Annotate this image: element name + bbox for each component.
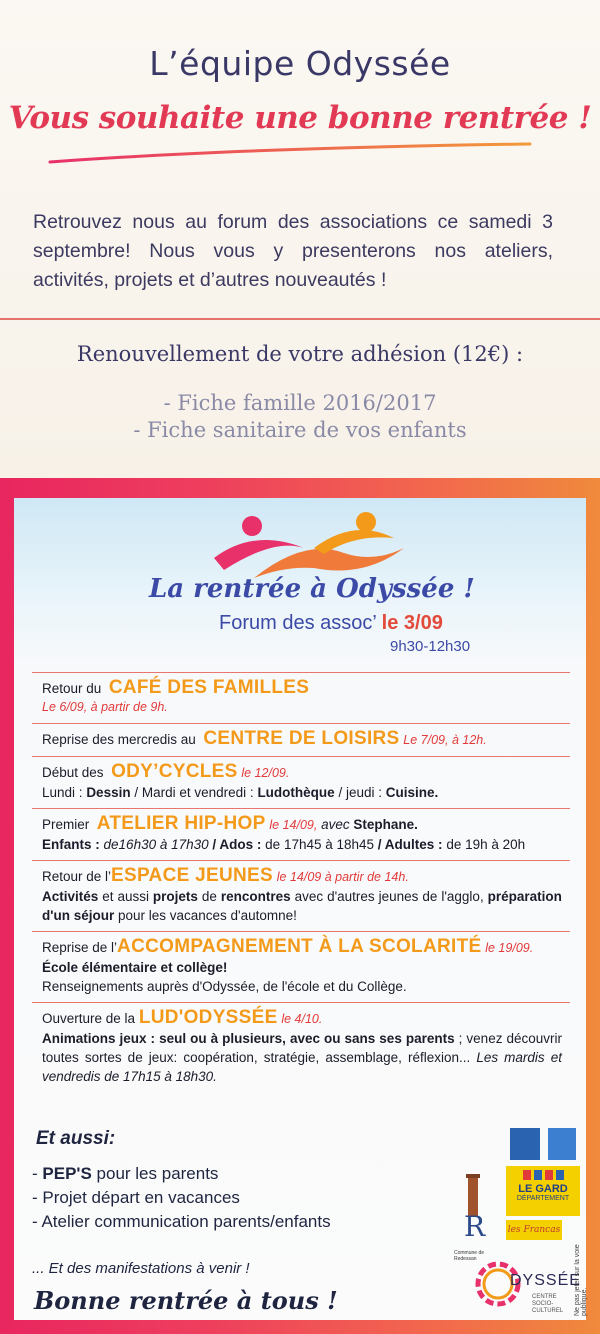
- list-item-odycycles: Début des ODY’CYCLES le 12/09. Lundi : Dessin / Mardi et vendredi : Ludothèque / jeudi : Cuisine.: [32, 757, 570, 809]
- odyssee-subtitle: CENTRE SOCIO-CULTUREL: [532, 1294, 564, 1314]
- closing-wish: Bonne rentrée à tous !: [34, 1286, 338, 1315]
- list-item-ludodyssee: Ouverture de la LUD'ODYSSÉE le 4/10. Animations jeux : seul ou à plusieurs, avec ou sans ses parents ; venez découvrir toutes sortes de jeux: coopération, stratégie, assemblage, réflexion... Les mardis et vendredis de 17h15 à 18h30.: [42, 1007, 562, 1084]
- poster: [0, 478, 600, 1334]
- caf-logo-2: [548, 1128, 576, 1160]
- list-item: - Atelier communication parents/enfants: [32, 1212, 331, 1231]
- extras-list: [32, 1162, 331, 1234]
- commune-label: Commune de Redessan: [454, 1250, 485, 1262]
- intro-text: Retrouvez nous au forum des associations ce samedi 3 septembre! Nous vous y presenterons nos ateliers, activités, projets et d’autres nouveautés !: [33, 211, 553, 291]
- extras-more: ... Et des manifestations à venir !: [32, 1260, 250, 1277]
- swoosh-underline: [40, 140, 540, 170]
- extras-box: [14, 1118, 586, 1315]
- caf-logo: [510, 1128, 540, 1160]
- list-item-scolarite: Reprise de l’ACCOMPAGNEMENT À LA SCOLARITÉ le 19/09. École élémentaire et collège! Renseignements auprès d'Odyssée, de l'école et du Collège.: [32, 932, 570, 1003]
- gard-logo: LE GARD DÉPARTEMENT: [506, 1166, 580, 1216]
- francas-logo: les Francas: [506, 1220, 562, 1240]
- renewal-title: Renouvellement de votre adhésion (12€) :: [76, 342, 524, 366]
- top-section: [0, 0, 600, 478]
- partner-logos: [454, 1128, 588, 1333]
- list-item-centre-loisirs: Reprise des mercredis au CENTRE DE LOISIRS Le 7/09, à 12h.: [32, 724, 570, 757]
- activity-list: [32, 672, 570, 1092]
- forum-line: Forum des assoc’ le 3/09: [219, 612, 443, 634]
- extras-title: Et aussi:: [36, 1128, 116, 1149]
- renewal-documents: [0, 390, 600, 444]
- doc-family-sheet: - Fiche famille 2016/2017: [163, 391, 437, 415]
- odyssee-wordmark: DYSSÉE: [510, 1272, 581, 1289]
- forum-hours: 9h30-12h30: [390, 638, 471, 655]
- team-title: L’équipe Odyssée: [149, 44, 451, 83]
- wish-tagline: Vous souhaite une bonne rentrée !: [8, 100, 592, 136]
- poster-title: La rentrée à Odyssée !: [149, 574, 475, 604]
- disposal-notice: Ne pas jeter sur la voie publique.: [574, 1244, 588, 1316]
- doc-health-sheet: - Fiche sanitaire de vos enfants: [133, 418, 467, 442]
- svg-text:R: R: [464, 1210, 486, 1243]
- list-item-cafe: Retour du CAFÉ DES FAMILLES Le 6/09, à partir de 9h.: [32, 672, 570, 724]
- commune-tower-icon: [454, 1170, 494, 1250]
- list-item: - Projet départ en vacances: [32, 1188, 240, 1207]
- list-item: - PEP'S pour les parents: [32, 1164, 219, 1183]
- list-item-espace-jeunes: Retour de l’ESPACE JEUNES le 14/09 à partir de 14h. Activités et aussi projets de rencontres avec d'autres jeunes de l'agglo, préparation d'un séjour pour les vacances d'automne!: [32, 861, 570, 932]
- list-item-hiphop: Premier ATELIER HIP-HOP le 14/09, avec Stephane. Enfants : de16h30 à 17h30 / Ados : de 17h45 à 18h45 / Adultes : de 19h à 20h: [32, 809, 570, 861]
- separator: [0, 318, 600, 320]
